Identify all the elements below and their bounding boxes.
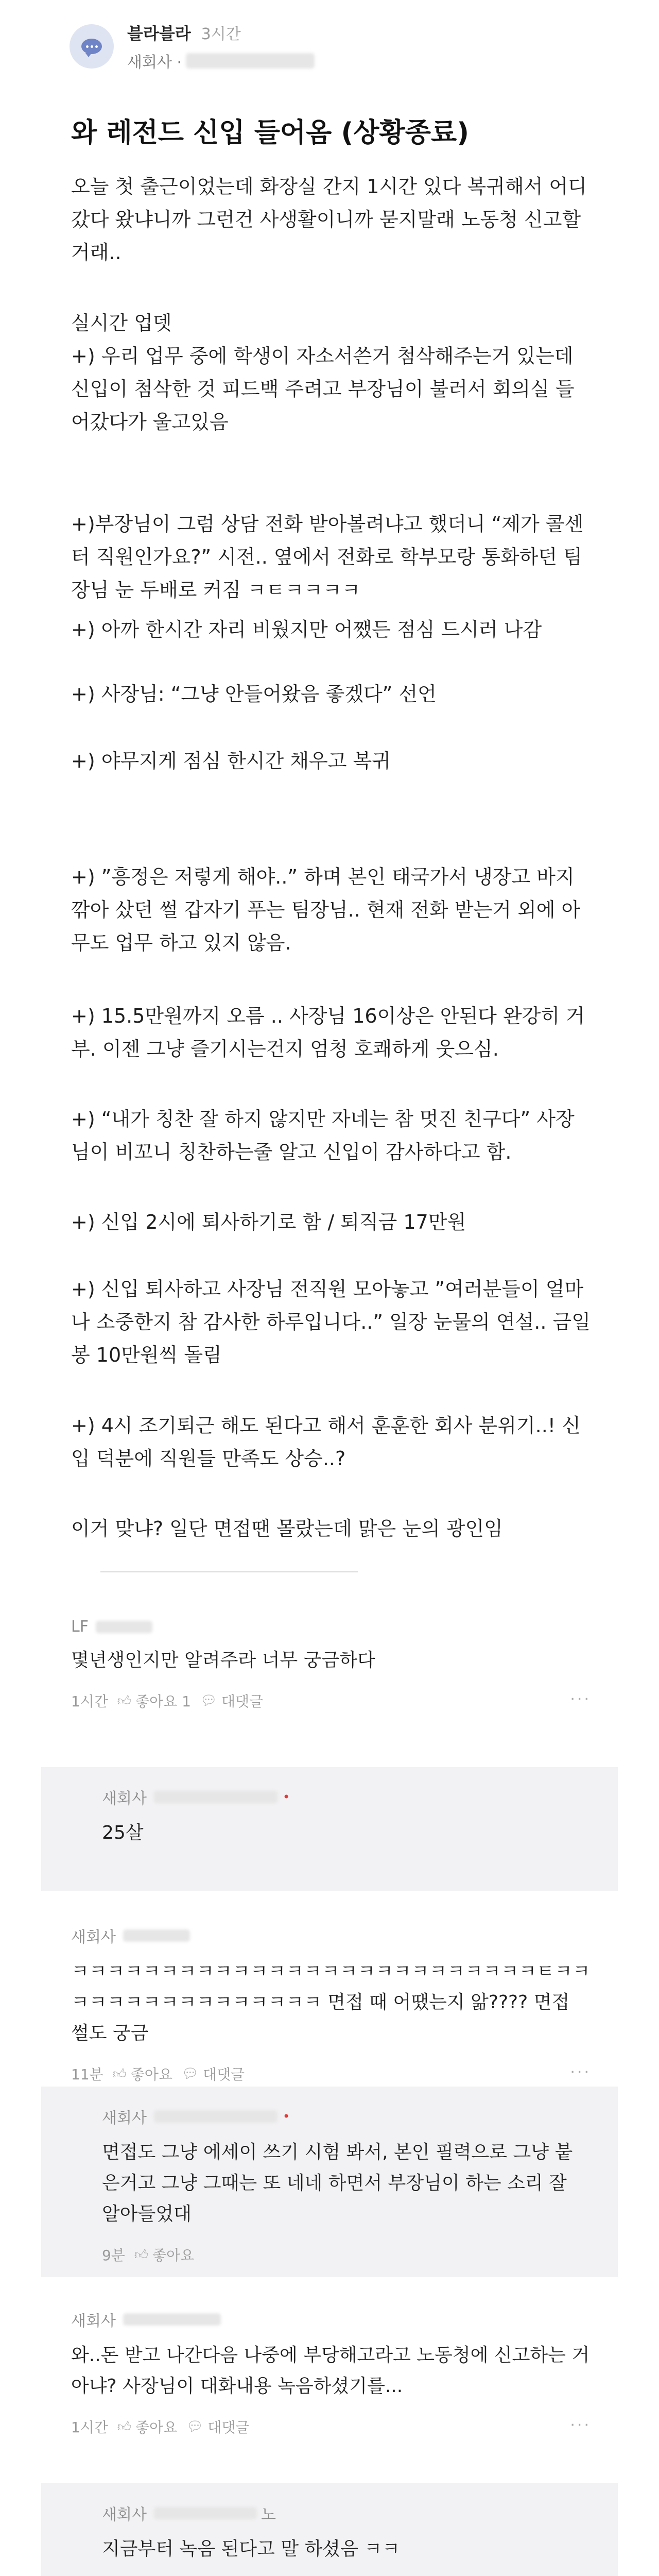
comment-author[interactable]: 새회사	[102, 2109, 147, 2127]
post-paragraph: +) 아까 한시간 자리 비웠지만 어쨌든 점심 드시러 나감	[71, 618, 542, 641]
reply-comment	[41, 2087, 618, 2277]
comment	[71, 1618, 591, 1711]
post-paragraph: +) 15.5만원까지 오름 .. 사장님 16이상은 안된다 완강히 거부. 이젠 그냥 즐기시는건지 엄청 호쾌하게 웃으심.	[71, 1005, 585, 1060]
post-paragraph: +) 4시 조기퇴근 해도 된다고 해서 훈훈한 회사 분위기..! 신입 덕분에 직원들 만족도 상승..?	[71, 1414, 581, 1470]
reply-comment	[41, 2483, 618, 2576]
redacted-nickname	[96, 1621, 152, 1633]
redacted-nickname	[154, 2507, 257, 2519]
comment	[71, 2308, 596, 2437]
comment-author-suffix: 노	[261, 2506, 276, 2524]
post-paragraph: 오늘 첫 출근이었는데 화장실 간지 1시간 있다 복귀해서 어디 갔다 왔냐니까 그런건 사생활이니까 묻지말래 노동청 신고할 거래..	[71, 175, 593, 264]
redacted-nickname	[123, 1929, 190, 1942]
post-paragraph: +) ”흥정은 저렇게 해야..” 하며 본인 태국가서 냉장고 바지 깎아 샀던 썰 갑자기 푸는 팀장님.. 현재 전화 받는거 외에 아무도 업무 하고 있지 않음.	[71, 866, 581, 954]
comment-text: 와..돈 받고 나간다음 나중에 부당해고라고 노동청에 신고하는 거 아냐? 사장님이 대화내용 녹음하셨기를...	[71, 2345, 596, 2397]
post-paragraph: +) 사장님: “그냥 안들어왔음 좋겠다” 선언	[71, 683, 437, 705]
comment-text: 지금부터 녹음 된다고 말 하셨음 ㅋㅋ	[102, 2538, 400, 2560]
comment-time: 9분	[102, 2247, 125, 2264]
reply-icon: 💬︎	[186, 2419, 204, 2434]
comment-time: 11분	[71, 2066, 103, 2083]
more-options-icon[interactable]: ···	[570, 2416, 591, 2434]
redacted-nickname	[186, 53, 315, 69]
like-button[interactable]: 👍︎ 좋아요	[117, 2419, 178, 2436]
more-options-icon[interactable]: ···	[570, 2063, 591, 2081]
chat-bubble-icon	[81, 39, 102, 54]
comment-text: 25살	[102, 1822, 144, 1843]
thumbs-up-icon: 👍︎	[112, 2066, 127, 2082]
comment	[71, 1924, 591, 2084]
post-paragraph: 이거 맞냐? 일단 면접땐 몰랐는데 맑은 눈의 광인임	[71, 1517, 503, 1540]
comment-author[interactable]: 새회사	[102, 2506, 147, 2524]
comment-text: 면접도 그냥 에세이 쓰기 시험 봐서, 본인 필력으로 그냥 붙은거고 그냥 그때는 또 네네 하면서 부장님이 하는 소리 잘 알아들었대	[102, 2142, 573, 2225]
reply-icon: 💬︎	[182, 2066, 199, 2081]
author-badge-icon: •	[282, 1790, 290, 1804]
comment-text: 몇년생인지만 알려주라 너무 궁금하다	[71, 1650, 375, 1671]
comment-time: 1시간	[71, 2419, 108, 2436]
post-paragraph: +) “내가 칭찬 잘 하지 않지만 자네는 참 멋진 친구다” 사장님이 비꼬니 칭찬하는줄 알고 신입이 감사하다고 함.	[71, 1108, 575, 1163]
like-button[interactable]: 👍︎ 좋아요 1	[117, 1693, 191, 1710]
author-name[interactable]: 블라블라	[127, 24, 191, 43]
thumbs-up-icon: 👍︎	[134, 2247, 149, 2263]
redacted-nickname	[123, 2313, 221, 2326]
comment-author[interactable]: LF	[71, 1618, 89, 1636]
redacted-nickname	[154, 2110, 278, 2123]
thumbs-up-icon: 👍︎	[117, 2419, 132, 2435]
post-divider	[100, 1571, 358, 1572]
comment-time: 1시간	[71, 1693, 108, 1710]
reply-icon: 💬︎	[200, 1693, 217, 1708]
post-paragraph: +) 신입 퇴사하고 사장님 전직원 모아놓고 ”여러분들이 얼마나 소중한지 참 감사한 하루입니다..” 일장 눈물의 연설.. 금일봉 10만원씩 돌림	[71, 1278, 591, 1366]
author-badge-icon: •	[282, 2109, 290, 2124]
reply-comment	[41, 1767, 618, 1891]
post-paragraph: +) 야무지게 점심 한시간 채우고 복귀	[71, 750, 391, 772]
redacted-nickname	[154, 1791, 278, 1803]
reply-button[interactable]: 💬︎ 대댓글	[186, 2419, 250, 2436]
post-header	[70, 21, 315, 72]
post-title: 와 레전드 신입 들어옴 (상황종료)	[71, 117, 469, 148]
author-block	[127, 21, 315, 72]
comment-author[interactable]: 새회사	[71, 2312, 116, 2330]
comment-text: ㅋㅋㅋㅋㅋㅋㅋㅋㅋㅋㅋㅋㅋㅋㅋㅋㅋㅋㅋㅋㅋㅋㅋㅋㅋㅋㅌㅋㅋㅋㅋㅋㅋㅋㅋㅋㅋㅋㅋㅋㅋㅋㅋ 면접 때 어땠는지 앎???? 면접 썰도 궁금	[71, 1961, 591, 2044]
comment-author[interactable]: 새회사	[102, 1790, 147, 1808]
like-button[interactable]: 👍︎ 좋아요	[134, 2247, 195, 2264]
reply-button[interactable]: 💬︎ 대댓글	[200, 1693, 264, 1710]
post-paragraph: +)부장님이 그럼 상담 전화 받아볼려냐고 했더니 “제가 콜센터 직원인가요?” 시전.. 옆에서 전화로 학부모랑 통화하던 팀장님 눈 두배로 커짐 ㅋㅌㅋㅋㅋㅋ	[71, 513, 584, 601]
more-options-icon[interactable]: ···	[570, 1690, 591, 1708]
post-time: 3시간	[201, 25, 241, 43]
post-paragraph: +) 신입 2시에 퇴사하기로 함 / 퇴직금 17만원	[71, 1211, 466, 1233]
thumbs-up-icon: 👍︎	[117, 1693, 132, 1709]
reply-button[interactable]: 💬︎ 대댓글	[182, 2066, 245, 2083]
post-paragraph: 실시간 업뎃 +) 우리 업무 중에 학생이 자소서쓴거 첨삭해주는거 있는데 신입이 첨삭한 것 피드백 주려고 부장님이 불러서 회의실 들어갔다가 울고있음	[71, 312, 575, 433]
company-label: 새회사 ·	[127, 54, 182, 72]
avatar[interactable]	[70, 24, 114, 69]
comment-author[interactable]: 새회사	[71, 1928, 116, 1946]
like-button[interactable]: 👍︎ 좋아요	[112, 2066, 173, 2083]
